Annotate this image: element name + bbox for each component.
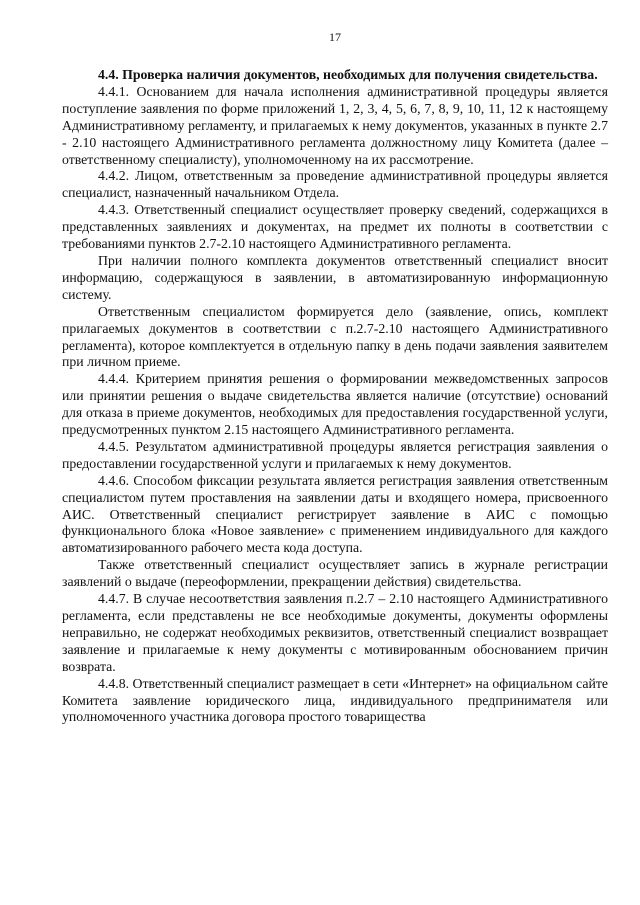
paragraph-4-4-7: 4.4.7. В случае несоответствия заявления п.2.7 – 2.10 настоящего Административного регламента, если представлены не все необходимые документы, документы оформлены неправильно, не содержат необходимых реквизитов, ответственный специалист возвращает заявление и прилагаемые к нему документы с мотивированным обоснованием причин возврата.	[62, 591, 608, 674]
document-page	[62, 30, 608, 726]
paragraph-case-formation: Ответственным специалистом формируется дело (заявление, опись, комплект прилагаемых документов в соответствии с п.2.7-2.10 настоящего Административного регламента), которое комплектуется в отдельную папку в день подачи заявления заявителем при личном приеме.	[62, 303, 608, 370]
paragraph-journal-record: Также ответственный специалист осуществляет запись в журнале регистрации заявлений о выдаче (переоформлении, прекращении действия) свидетельства.	[62, 557, 608, 590]
paragraph-4-4-3: 4.4.3. Ответственный специалист осуществляет проверку сведений, содержащихся в представленных заявлениях и документах, на предмет их полноты в соответствии с требованиями пунктов 2.7-2.10 настоящего Административного регламента.	[62, 202, 608, 252]
paragraph-4-4-1: 4.4.1. Основанием для начала исполнения административной процедуры является поступление заявления по форме приложений 1, 2, 3, 4, 5, 6, 7, 8, 9, 10, 11, 12 к настоящему Административному регламенту, и прилагаемых к нему документов, указанных в пункте 2.7 - 2.10 настоящего Административного регламента должностному лицу Комитета (далее – ответственному специалисту), уполномоченному на их рассмотрение.	[62, 83, 608, 167]
paragraph-4-4-6: 4.4.6. Способом фиксации результата является регистрация заявления ответственным специалистом путем проставления на заявлении даты и входящего номера, присвоенного АИС. Ответственный специалист регистрирует заявление в АИС с помощью функционального блока «Новое заявление» с применением индивидуального для каждого автоматизированного рабочего места кода доступа.	[62, 472, 608, 556]
paragraph-4-4-8: 4.4.8. Ответственный специалист размещает в сети «Интернет» на официальном сайте Комитета заявление юридического лица, индивидуального предпринимателя или уполномоченного участника договора простого товарищества	[62, 675, 608, 725]
section-heading: 4.4. Проверка наличия документов, необходимых для получения свидетельства.	[98, 67, 598, 82]
paragraph-4-4-4: 4.4.4. Критерием принятия решения о формировании межведомственных запросов или принятии решения о выдаче свидетельства является наличие (отсутствие) оснований для отказа в приеме документов, необходимых для предоставления государственной услуги, предусмотренных пунктом 2.15 настоящего Административного регламента.	[62, 371, 608, 438]
page-number: 17	[329, 30, 341, 44]
paragraph-complete-set: При наличии полного комплекта документов ответственный специалист вносит информацию, содержащуюся в заявлении, в автоматизированную информационную систему.	[62, 252, 608, 302]
paragraph-4-4-2: 4.4.2. Лицом, ответственным за проведение административной процедуры является специалист, назначенный начальником Отдела.	[62, 168, 608, 201]
paragraph-4-4-5: 4.4.5. Результатом административной процедуры является регистрация заявления о предоставлении государственной услуги и прилагаемых к нему документов.	[62, 438, 608, 471]
